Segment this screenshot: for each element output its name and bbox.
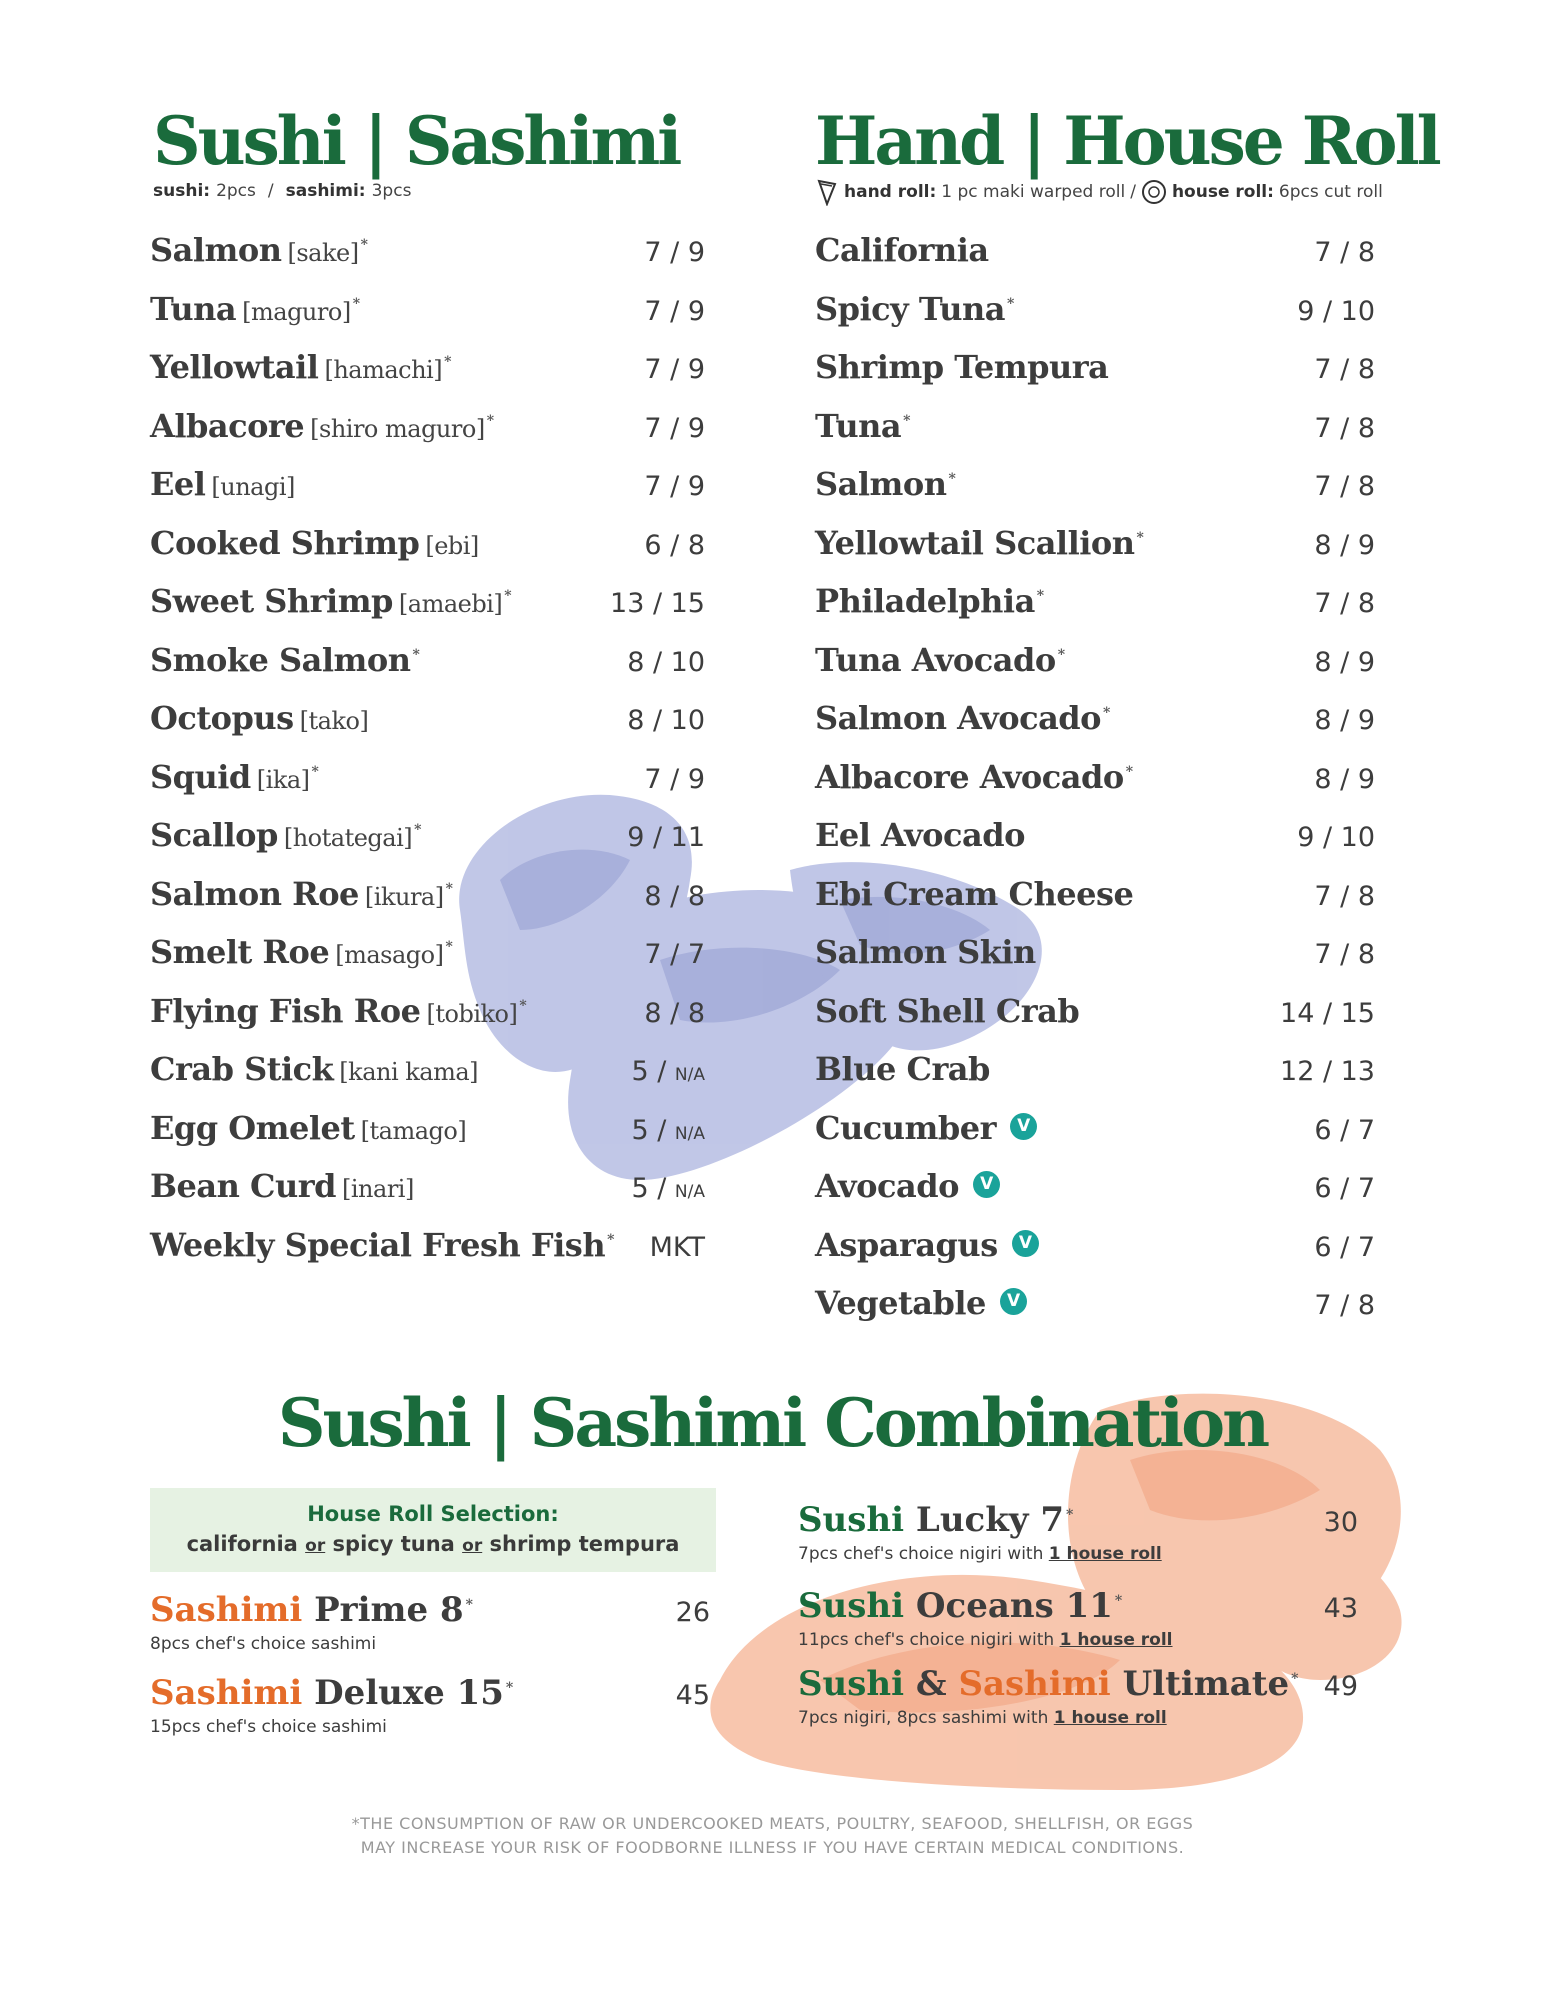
subtitle-separator: / [267,181,274,201]
item-price: 8 / 8 [644,997,705,1029]
item-name: Eel Avocado [815,816,1025,854]
item-price: 7 / 8 [1314,237,1375,268]
item-price: 8 / 9 [1314,529,1375,561]
menu-item [150,1109,705,1168]
combo-item [798,1586,1358,1650]
item-japanese-name: [tobiko] [426,999,518,1028]
item-name: Crab Stick [150,1050,334,1088]
vegetarian-badge-icon: V [1000,1288,1027,1315]
raw-warning-asterisk: * [1066,1506,1074,1523]
item-price: 8 / 10 [627,646,705,678]
combo-item [798,1500,1358,1564]
item-name: Philadelphia [815,582,1035,620]
item-japanese-name: [shiro maguro] [310,414,485,443]
item-name: Weekly Special Fresh Fish [150,1225,606,1264]
raw-warning-asterisk: * [445,880,453,897]
menu-item [815,348,1375,407]
combo-name-group [150,1673,513,1713]
item-name: Cooked Shrimp [150,523,420,562]
combo-name-group [798,1664,1298,1704]
item-price: 9 / 10 [1297,295,1375,327]
raw-warning-asterisk: * [1057,646,1065,663]
combo-description [798,1544,1358,1564]
combo-item [798,1664,1358,1728]
item-price-group [644,354,705,385]
combo-description [150,1634,710,1654]
item-price-group [644,939,705,970]
hand-house-roll-list [815,231,1375,1343]
menu-item [150,465,705,524]
item-price: 7 / 8 [1314,939,1375,970]
item-name-group [150,1226,614,1264]
menu-item [815,992,1375,1051]
item-name-group [150,699,368,737]
item-price-group [610,588,705,619]
item-name: Tuna [150,289,237,328]
item-japanese-name: [ikura] [364,882,444,911]
raw-warning-asterisk: * [412,646,420,663]
item-name: Yellowtail Scallion [815,523,1135,562]
combo-description [798,1708,1358,1728]
combo-header [150,1673,710,1713]
item-price: 9 / 10 [1297,822,1375,853]
item-price: 6 / 8 [644,529,705,561]
item-name: Salmon Roe [150,874,359,913]
item-price-group [644,237,705,268]
item-name: Sweet Shrimp [150,582,393,620]
item-price: 7 / 9 [644,354,705,385]
item-name-group [815,641,1065,679]
raw-warning-asterisk: * [505,1679,514,1696]
item-price-group [644,471,705,502]
item-name: Ebi Cream Cheese [815,874,1134,913]
item-name: Blue Crab [815,1050,990,1088]
item-name: California [815,231,989,269]
house-roll-note: 1 house roll [1053,1708,1167,1728]
item-price-group [627,647,705,678]
item-name-group [815,1226,1039,1264]
menu-item [815,290,1375,349]
item-name: Salmon Avocado [815,699,1102,737]
item-name-group [815,290,1014,328]
menu-item [150,875,705,934]
combo-item [150,1673,710,1737]
combo-type-word: Sushi [798,1500,905,1540]
menu-item [815,231,1375,290]
item-price: 7 / 8 [1314,1290,1375,1321]
item-name-group [815,758,1133,796]
item-price: 5 / [631,1114,675,1146]
item-name: Shrimp Tempura [815,348,1109,386]
item-price-group [644,413,705,444]
or-word: or [462,1536,483,1556]
item-japanese-name: [sake] [287,239,359,267]
sushi-sashimi-title: Sushi | Sashimi [153,102,680,180]
sashimi-label: sashimi: [285,181,366,201]
item-name-group [150,758,318,796]
item-name-group [815,816,1025,854]
combo-name-group [798,1500,1073,1540]
ampersand: & [915,1664,947,1704]
menu-item [150,1050,705,1109]
item-name-group [815,933,1036,971]
item-name: Bean Curd [150,1167,337,1205]
combo-name: Oceans 11 [915,1586,1113,1626]
house-roll-note: 1 house roll [1059,1630,1173,1650]
item-name: Yellowtail [150,348,319,386]
combo-price: 43 [1323,1593,1358,1624]
menu-item [150,231,705,290]
item-name-group [815,348,1108,386]
item-name-group [150,1167,414,1205]
item-price: 7 / 8 [1314,588,1375,619]
combo-name: Lucky 7 [915,1500,1065,1540]
item-price-group [627,822,705,853]
item-price: 7 / 8 [1314,412,1375,444]
menu-item [815,465,1375,524]
menu-item [815,758,1375,817]
menu-item [150,582,705,641]
menu-item [150,407,705,466]
raw-warning-asterisk: * [414,822,421,839]
combo-description-text: 8pcs chef's choice sashimi [150,1634,377,1654]
item-name-group [815,992,1079,1030]
item-name: Octopus [150,699,294,737]
item-name: Soft Shell Crab [815,991,1080,1030]
raw-warning-asterisk: * [1136,529,1144,546]
menu-item [150,933,705,992]
item-name-group [150,407,494,445]
combo-name: Prime 8 [314,1590,464,1630]
item-name-group [150,933,452,971]
item-price-group [644,296,705,327]
item-price: 7 / 9 [644,295,705,327]
item-price-group [644,764,705,795]
combo-type-word: Sashimi [150,1590,303,1630]
disclaimer-line-1: *THE CONSUMPTION OF RAW OR UNDERCOOKED MEATS, POULTRY, SEAFOOD, SHELLFISH, OR EGGS [351,1814,1194,1833]
item-name-group [150,290,360,328]
item-price: 8 / 9 [1314,763,1375,795]
raw-warning-asterisk: * [486,412,494,429]
menu-item [815,641,1375,700]
item-japanese-name: [kani kama] [339,1058,479,1086]
combo-header [150,1590,710,1630]
item-japanese-name: [unagi] [211,473,295,501]
item-name-group [150,348,451,386]
item-name: Eel [150,465,206,503]
selection-heading: House Roll Selection: [307,1502,559,1526]
menu-item [150,641,705,700]
sashimi-value: 3pcs [371,181,412,201]
selection-options [150,1532,716,1556]
item-price: 7 / 8 [1314,471,1375,502]
combo-name: Deluxe 15 [314,1673,504,1713]
combination-title: Sushi | Sashimi Combination [277,1384,1268,1462]
combo-type-word: Sashimi [958,1664,1111,1704]
vegetarian-badge-icon: V [1010,1113,1037,1140]
raw-warning-asterisk: * [352,295,360,312]
hand-house-roll-title: Hand | House Roll [815,102,1439,180]
item-price: 7 / 7 [644,939,705,970]
item-price: 7 / 8 [1314,880,1375,912]
item-price-group [644,998,705,1029]
item-name-group [150,524,479,562]
combo-price: 26 [675,1597,710,1628]
hand-roll-icon [815,178,839,206]
house-roll-note: 1 house roll [1048,1544,1162,1564]
raw-warning-asterisk: * [504,588,512,605]
item-name: Flying Fish Roe [150,991,421,1030]
combo-type-word: Sashimi [150,1673,303,1713]
house-roll-label: house roll: [1171,182,1274,202]
item-price-group [644,530,705,561]
item-name: Cucumber [815,1108,996,1147]
item-price-group [650,1232,705,1263]
vegetarian-badge-icon: V [1012,1230,1039,1257]
item-name-group [150,231,367,269]
combo-type-word: Sushi [798,1586,905,1626]
item-japanese-name: [masago] [335,941,444,969]
item-japanese-name: [inari] [342,1175,414,1203]
menu-item [815,1284,1375,1343]
raw-warning-asterisk: * [1036,588,1044,605]
item-price: 9 / 11 [627,822,705,853]
raw-warning-asterisk: * [360,237,368,254]
item-name: Smelt Roe [150,933,330,971]
raw-warning-asterisk: * [1125,763,1133,780]
not-available-label: N/A [674,1123,705,1144]
raw-warning-asterisk: * [903,412,910,429]
raw-warning-asterisk: * [607,1231,614,1248]
item-japanese-name: [ika] [256,765,310,794]
combo-description-text: 7pcs chef's choice nigiri with [798,1544,1044,1564]
item-price-group [631,1056,705,1087]
menu-item [150,699,705,758]
house-roll-selection-box [150,1488,716,1572]
item-name-group [150,582,511,620]
cut-roll-icon [1141,179,1167,205]
hand-roll-value: 1 pc maki warped roll [941,182,1126,202]
item-price: 14 / 15 [1280,997,1375,1029]
item-name: Vegetable [815,1284,986,1322]
not-available-label: N/A [674,1182,705,1202]
combo-description-text: 15pcs chef's choice sashimi [150,1717,387,1737]
menu-item [150,524,705,583]
vegetarian-badge-icon: V [973,1171,1000,1198]
item-name-group [815,231,989,269]
raw-warning-asterisk: * [948,471,956,488]
raw-warning-asterisk: * [519,997,527,1014]
item-price: 8 / 9 [1314,646,1375,678]
item-name: Salmon [815,465,947,503]
item-price: 8 / 8 [644,880,705,912]
subtitle-separator: / [1130,182,1136,202]
item-price: 6 / 7 [1314,1231,1375,1263]
menu-item [815,524,1375,583]
sushi-label: sushi: [153,181,211,201]
menu-item [815,1226,1375,1285]
item-price-group [627,705,705,736]
menu-item [815,1109,1375,1168]
item-name: Scallop [150,816,278,854]
option-california: california [186,1532,298,1556]
raw-warning-asterisk: * [465,1596,473,1613]
combo-price: 30 [1323,1507,1358,1538]
not-available-label: N/A [674,1065,705,1085]
menu-item [815,1167,1375,1226]
combo-description-text: 11pcs chef's choice nigiri with [798,1630,1055,1650]
item-name-group [815,1284,1027,1322]
item-name: Egg Omelet [150,1108,355,1147]
item-name: Tuna [815,406,902,445]
menu-item [815,875,1375,934]
item-name-group [815,1109,1037,1147]
item-name: Albacore [150,406,305,445]
item-name-group [150,465,295,503]
sushi-sashimi-subtitle [153,181,411,201]
item-name-group [815,407,910,445]
menu-item [815,407,1375,466]
item-price: 7 / 9 [644,471,705,502]
item-price: 6 / 7 [1314,1173,1375,1204]
item-name-group [150,992,526,1030]
item-price-group [631,1115,705,1146]
combo-price: 45 [675,1680,710,1711]
item-japanese-name: [hamachi] [324,356,443,384]
menu-item [815,816,1375,875]
item-japanese-name: [maguro] [242,297,351,326]
item-name: Avocado [815,1167,959,1205]
item-name-group [815,582,1044,620]
raw-warning-asterisk: * [311,763,319,780]
combo-header [798,1500,1358,1540]
item-name-group [815,1167,1000,1205]
disclaimer-line-2: MAY INCREASE YOUR RISK OF FOODBORNE ILLNESS IF YOU HAVE CERTAIN MEDICAL CONDITIONS. [360,1838,1185,1857]
combo-description [150,1717,710,1737]
menu-item [815,933,1375,992]
disclaimer [0,1812,1545,1860]
item-price: 7 / 8 [1314,354,1375,385]
item-name: Spicy Tuna [815,289,1005,328]
menu-item [150,348,705,407]
item-name-group [150,816,421,854]
combo-description [798,1630,1358,1650]
item-price: 8 / 10 [627,705,705,736]
option-shrimp-tempura: shrimp tempura [489,1532,680,1556]
item-name: Salmon Skin [815,933,1036,971]
item-japanese-name: [hotategai] [283,824,413,852]
menu-item [150,758,705,817]
item-price: 7 / 9 [644,412,705,444]
item-price: 6 / 7 [1314,1114,1375,1146]
raw-warning-asterisk: * [1007,295,1014,312]
item-name: Smoke Salmon [150,640,411,679]
item-price: 12 / 13 [1280,1056,1375,1087]
item-name: Tuna Avocado [815,640,1056,679]
combo-item [150,1590,710,1654]
raw-warning-asterisk: * [1114,1592,1123,1609]
item-name: Albacore Avocado [815,757,1124,796]
combo-name: Ultimate [1122,1664,1290,1704]
item-price: 7 / 9 [644,237,705,268]
combo-header [798,1586,1358,1626]
menu-item [150,290,705,349]
item-price: 5 / [631,1056,675,1087]
item-name-group [815,875,1133,913]
or-word: or [305,1536,326,1556]
item-name-group [815,1050,990,1088]
menu-item [150,1167,705,1226]
hand-roll-label: hand roll: [844,182,937,202]
menu-item [815,699,1375,758]
item-price-group [644,881,705,912]
item-name-group [815,699,1110,737]
sushi-sashimi-list [150,231,705,1284]
sushi-value: 2pcs [216,181,256,201]
hand-house-roll-subtitle [815,178,1383,206]
item-name-group [150,1109,466,1147]
menu-item [150,816,705,875]
item-price: 8 / 9 [1314,705,1375,736]
menu-item [150,1226,705,1285]
combo-name-group [150,1590,473,1630]
menu-item [815,1050,1375,1109]
combo-description-text: 7pcs nigiri, 8pcs sashimi with [798,1708,1049,1728]
item-japanese-name: [ebi] [425,531,479,560]
item-japanese-name: [tako] [299,707,369,735]
combo-type-word: Sushi [798,1664,905,1704]
item-name-group [815,524,1143,562]
item-price-group [631,1173,705,1204]
raw-warning-asterisk: * [1291,1670,1299,1687]
raw-warning-asterisk: * [1103,705,1110,722]
item-price: 5 / [631,1173,675,1204]
option-spicy-tuna: spicy tuna [332,1532,455,1556]
house-roll-value: 6pcs cut roll [1278,182,1383,202]
item-name-group [150,641,419,679]
menu-item [150,992,705,1051]
item-name: Salmon [150,231,282,269]
item-japanese-name: [amaebi] [398,590,503,618]
item-price: 7 / 9 [644,763,705,795]
item-name: Asparagus [815,1225,998,1264]
combo-header [798,1664,1358,1704]
item-price: 13 / 15 [610,588,705,619]
menu-item [815,582,1375,641]
combo-price: 49 [1323,1671,1358,1702]
item-name-group [815,465,955,503]
item-name-group [150,1050,478,1088]
item-name-group [150,875,452,913]
item-japanese-name: [tamago] [360,1116,467,1145]
raw-warning-asterisk: * [444,354,451,371]
item-name: Squid [150,757,251,796]
combo-name-group [798,1586,1122,1626]
item-price: MKT [649,1231,705,1263]
raw-warning-asterisk: * [445,939,453,956]
